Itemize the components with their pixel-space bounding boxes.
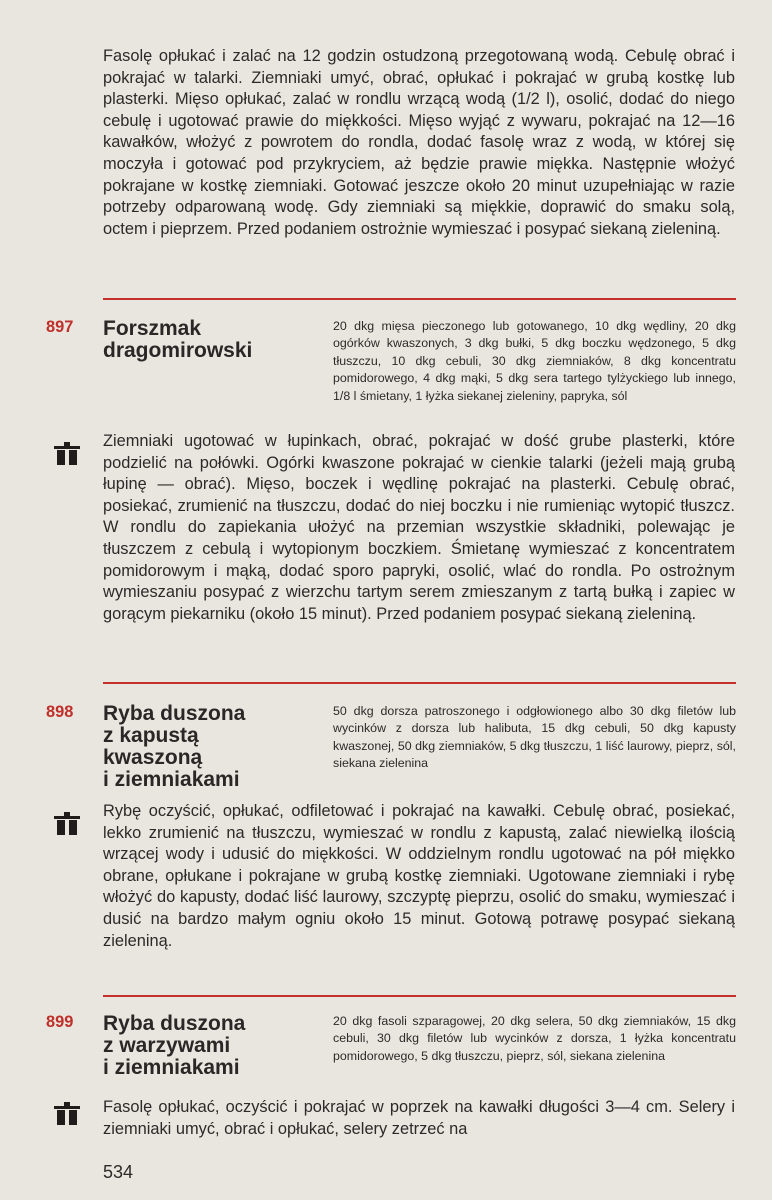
section-divider bbox=[103, 995, 736, 997]
recipe-ingredients: 20 dkg fasoli szparagowej, 20 dkg selera, 50 dkg ziemniaków, 15 dkg cebuli, 30 dkg filetów lub wycinków z dorsza, 1 łyżka koncentratu pomidorowego, 5 dkg tłuszczu, pieprz, sól, siekana zielenina bbox=[333, 1014, 736, 1063]
recipe-title-line: i ziemniakami bbox=[103, 768, 240, 791]
page-number: 534 bbox=[103, 1162, 134, 1182]
recipe-title-line: kwaszoną bbox=[103, 746, 203, 769]
recipe-title-line: dragomirowski bbox=[103, 339, 253, 362]
recipe-number: 898 bbox=[46, 703, 74, 721]
recipe-ingredients: 20 dkg mięsa pieczonego lub gotowanego, 10 dkg wędliny, 20 dkg ogórków kwaszonych, 3 dkg bułki, 5 dkg boczku wędzonego, 5 dkg tłuszczu, 10 dkg cebuli, 30 dkg ziemniaków, 8 dkg koncentratu pomidorowego, 4 dkg mąki, 5 dkg sera tartego tylżyckiego lub innego, 1/8 l śmietany, 1 łyżka siekanej zieleniny, papryka, sól bbox=[333, 319, 736, 403]
section-divider bbox=[103, 298, 736, 300]
recipe-title bbox=[103, 318, 252, 362]
section-divider bbox=[103, 682, 736, 684]
recipe-method: Fasolę opłukać, oczyścić i pokrajać w poprzek na kawałki długości 3—4 cm. Selery i ziemniaki umyć, obrać i opłukać, selery zetrzeć na bbox=[103, 1098, 735, 1138]
recipe-title-line: Ryba duszona bbox=[103, 1012, 246, 1035]
pot-icon bbox=[53, 1100, 81, 1126]
pot-icon bbox=[53, 440, 81, 466]
pot-icon bbox=[53, 810, 81, 836]
recipe-ingredients: 50 dkg dorsza patroszonego i odgłowionego albo 30 dkg filetów lub wycinków z dorsza lub halibuta, 15 dkg cebuli, 50 dkg kapusty kwaszonej, 50 dkg ziemniaków, 5 dkg tłuszczu, 1 liść laurowy, pieprz, sól, siekana zielenina bbox=[333, 704, 736, 771]
recipe-title-line: Ryba duszona bbox=[103, 702, 246, 725]
recipe-number: 897 bbox=[46, 318, 74, 336]
recipe-title-line: z warzywami bbox=[103, 1034, 231, 1057]
recipe-title bbox=[103, 703, 245, 791]
recipe-method: Ziemniaki ugotować w łupinkach, obrać, pokrajać w dość grube plasterki, które podzielić na połówki. Ogórki kwaszone pokrajać w cienkie talarki (jeżeli mają grubą łupinę — obrać). Mięso, boczek i wędlinę pokrajać na plasterki. Cebulę obrać, posiekać, zrumienić na tłuszczu, dodać do niej boczku i nie rumieniąc wytopić tłuszcz. W rondlu do zapiekania ułożyć na przemian wszystkie składniki, polewając je tłuszczem z cebulą i wytopionym boczkiem. Śmietanę wymieszać z koncentratem pomidorowym i mąką, dodać sporo papryki, osolić, wlać do rondla. Po ostrożnym wymieszaniu posypać z wierzchu tartym serem zmieszanym z tartą bułką i zapiec w gorącym piekarniku (około 15 minut). Przed podaniem posypać siekaną zieleniną. bbox=[103, 432, 735, 623]
recipe-title-line: Forszmak bbox=[103, 317, 202, 340]
recipe-number: 899 bbox=[46, 1013, 74, 1031]
intro-method-text: Fasolę opłukać i zalać na 12 godzin ostudzoną przegotowaną wodą. Cebulę obrać i pokrajać w talarki. Ziemniaki umyć, obrać, opłukać i pokrajać w grubą kostkę lub plasterki. Mięso opłukać, zalać w rondlu wrzącą wodą (1/2 l), osolić, dodać do niego cebulę i ugotować prawie do miękkości. Mięso wyjąć z wywaru, pokrajać na 12—16 kawałków, włożyć z powrotem do rondla, dodać fasolę wraz z wodą, w której się moczyła i gotować pod przykryciem, aż będzie prawie miękka. Następnie włożyć pokrajane w kostkę ziemniaki. Gotować jeszcze około 20 minut uzupełniając w razie potrzeby odparowaną wodę. Gdy ziemniaki są miękkie, doprawić do smaku solą, octem i pieprzem. Przed podaniem ostrożnie wymieszać i posypać siekaną zieleniną. bbox=[103, 47, 735, 238]
recipe-title-line: z kapustą bbox=[103, 724, 199, 747]
recipe-title-line: i ziemniakami bbox=[103, 1056, 240, 1079]
recipe-method: Rybę oczyścić, opłukać, odfiletować i pokrajać na kawałki. Cebulę obrać, posiekać, lekko zrumienić na tłuszczu, wymieszać w rondlu z kapustą, zalać niewielką ilością wrzącej wody i udusić do miękkości. W oddzielnym rondlu ugotować na pół miękko obrane, opłukane i pokrajane w grubą kostkę ziemniaki. Ugotowane ziemniaki i rybę włożyć do kapusty, dodać liść laurowy, szczyptę pieprzu, osolić do smaku, wymieszać i dusić na bardzo małym ogniu około 15 minut. Gotową potrawę posypać siekaną zieleniną. bbox=[103, 802, 735, 950]
recipe-title bbox=[103, 1013, 245, 1079]
